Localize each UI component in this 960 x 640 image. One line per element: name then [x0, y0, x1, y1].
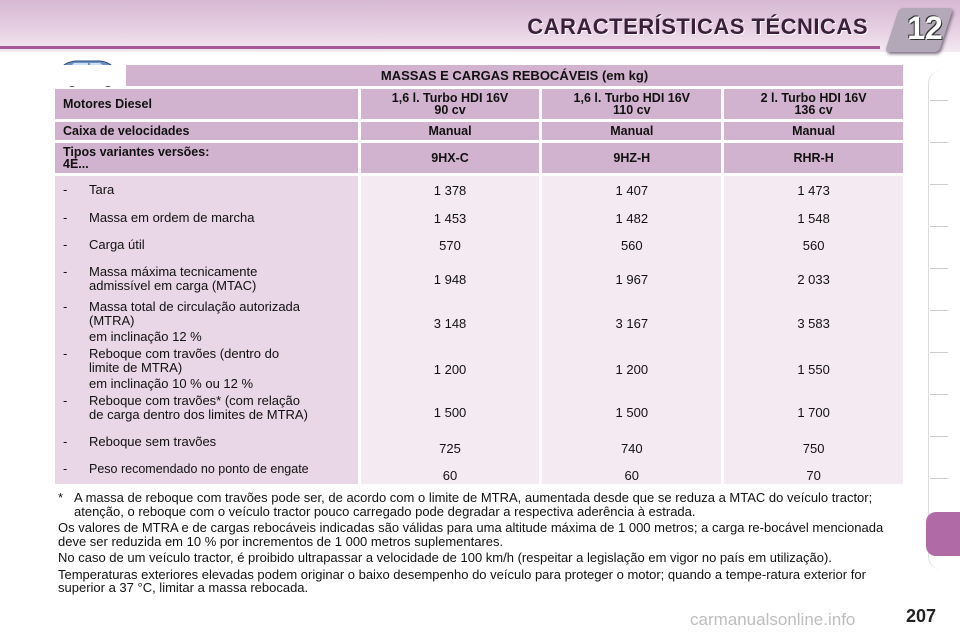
table-cell: 1 967 — [615, 272, 649, 287]
table-cell: 1 453 — [433, 211, 467, 226]
table-cell: 725 — [439, 441, 461, 456]
engines-row — [55, 89, 903, 119]
table-cell: 70 — [806, 468, 821, 483]
table-cell: 3 583 — [797, 316, 830, 331]
table-cell: 1 550 — [797, 362, 830, 377]
table-cell: 1 378 — [433, 183, 467, 198]
table-cell: 1 700 — [797, 405, 830, 420]
table-cell: 1 482 — [615, 211, 649, 226]
table-cell: 1 948 — [433, 272, 467, 287]
note-paragraph: No caso de um veículo tractor, é proibido ultrapassar a velocidade de 100 km/h (respeitar a legislação em vigor no país em utilização). — [58, 550, 832, 565]
page-title: CARACTERÍSTICAS TÉCNICAS — [527, 14, 868, 39]
note-paragraph: Os valores de MTRA e de cargas rebocáveis indicadas são válidas para uma altitude máxima de 1 000 metros; a carga re-bocável mencionada deve ser reduzida em 10 % por incrementos de 1 000 metros suplementares. — [58, 520, 884, 549]
table-cell: 3 167 — [615, 316, 649, 331]
variant-value: 9HZ-H — [542, 143, 721, 173]
notes-section — [58, 491, 904, 598]
engine-header: 1,6 l. Turbo HDI 16V 90 cv — [361, 89, 540, 119]
table-row-label: - Reboque sem travões — [63, 434, 217, 449]
table-cell: 570 — [439, 238, 461, 253]
watermark: carmanualsonline.info — [690, 610, 856, 629]
tab-divider — [930, 394, 948, 395]
value-column — [361, 176, 540, 484]
gearbox-value: Manual — [724, 122, 903, 140]
variant-value: 9HX-C — [361, 143, 540, 173]
table-cell: 560 — [802, 238, 825, 253]
tab-divider — [930, 352, 948, 353]
table-cell: 60 — [442, 468, 458, 483]
chapter-tab-active[interactable] — [926, 512, 960, 556]
engines-label: Motores Diesel — [55, 89, 358, 119]
tab-divider — [930, 310, 948, 311]
table-cell: 60 — [624, 468, 640, 483]
table-cell: 740 — [620, 441, 643, 456]
table-cell: 1 473 — [797, 183, 830, 198]
row-labels-cell — [55, 176, 358, 484]
chapter-tab-strip — [928, 70, 960, 570]
gearbox-value: Manual — [361, 122, 540, 140]
table-cell: 560 — [620, 238, 643, 253]
variants-row — [55, 143, 903, 173]
gearbox-value: Manual — [542, 122, 721, 140]
page-number: 207 — [906, 606, 937, 626]
footnote: * A massa de reboque com travões pode ser, de acordo com o limite de MTRA, aumentada desde que se reduza a MTAC do veículo tractor; atenção, o reboque com o veículo tractor pouco carregado pode degradar a respectiva aderência à estrada. — [58, 490, 873, 519]
table-cell: 1 200 — [615, 362, 649, 377]
table-row-label: - Reboque com travões* (com relação de carga dentro dos limites de MTRA) — [63, 393, 308, 422]
table-row-label: - Tara — [63, 182, 115, 197]
header-rule — [0, 46, 880, 49]
table-cell: 1 548 — [797, 211, 830, 226]
gearbox-label: Caixa de velocidades — [55, 122, 358, 140]
table-body — [55, 176, 903, 484]
table-caption-row — [55, 65, 903, 86]
tab-divider — [930, 268, 948, 269]
table-cell: 1 200 — [433, 362, 467, 377]
value-column — [542, 176, 721, 484]
value-column — [724, 176, 903, 484]
table-cell: 750 — [802, 441, 825, 456]
variants-label: Tipos variantes versões: 4E... — [55, 143, 358, 173]
tab-divider — [930, 184, 948, 185]
engine-header: 2 l. Turbo HDI 16V 136 cv — [724, 89, 903, 119]
tab-divider — [930, 100, 948, 101]
table-caption: MASSAS E CARGAS REBOCÁVEIS (em kg) — [126, 65, 903, 86]
tab-divider — [930, 142, 948, 143]
table-cell: 1 500 — [433, 405, 467, 420]
table-cell: 1 500 — [615, 405, 649, 420]
table-row-label: - Peso recomendado no ponto de engate — [63, 462, 309, 476]
tab-divider — [930, 436, 948, 437]
table-row-label: - Massa em ordem de marcha — [63, 210, 255, 225]
tab-divider — [930, 478, 948, 479]
tab-divider — [930, 226, 948, 227]
table-row-label: - Massa máxima tecnicamente admissível em carga (MTAC) — [63, 264, 258, 293]
variant-value: RHR-H — [724, 143, 903, 173]
table-cell: 3 148 — [433, 316, 467, 331]
table-row-label: - Reboque com travões (dentro do limite de MTRA) em inclinação 10 % ou 12 % — [63, 346, 280, 391]
table-row-label: - Massa total de circulação autorizada (MTRA) em inclinação 12 % — [63, 299, 301, 344]
table-row-label: - Carga útil — [63, 237, 145, 252]
chapter-number: 12 — [907, 10, 943, 46]
towing-masses-table — [55, 62, 903, 487]
table-cell: 1 407 — [615, 183, 649, 198]
table-cell: 2 033 — [797, 272, 830, 287]
note-paragraph: Temperaturas exteriores elevadas podem originar o baixo desempenho do veículo para proteger o motor; quando a tempe-ratura exterior for superior a 37 °C, limitar a massa rebocada. — [58, 566, 866, 595]
engine-header: 1,6 l. Turbo HDI 16V 110 cv — [542, 89, 721, 119]
gearbox-row — [55, 122, 903, 140]
